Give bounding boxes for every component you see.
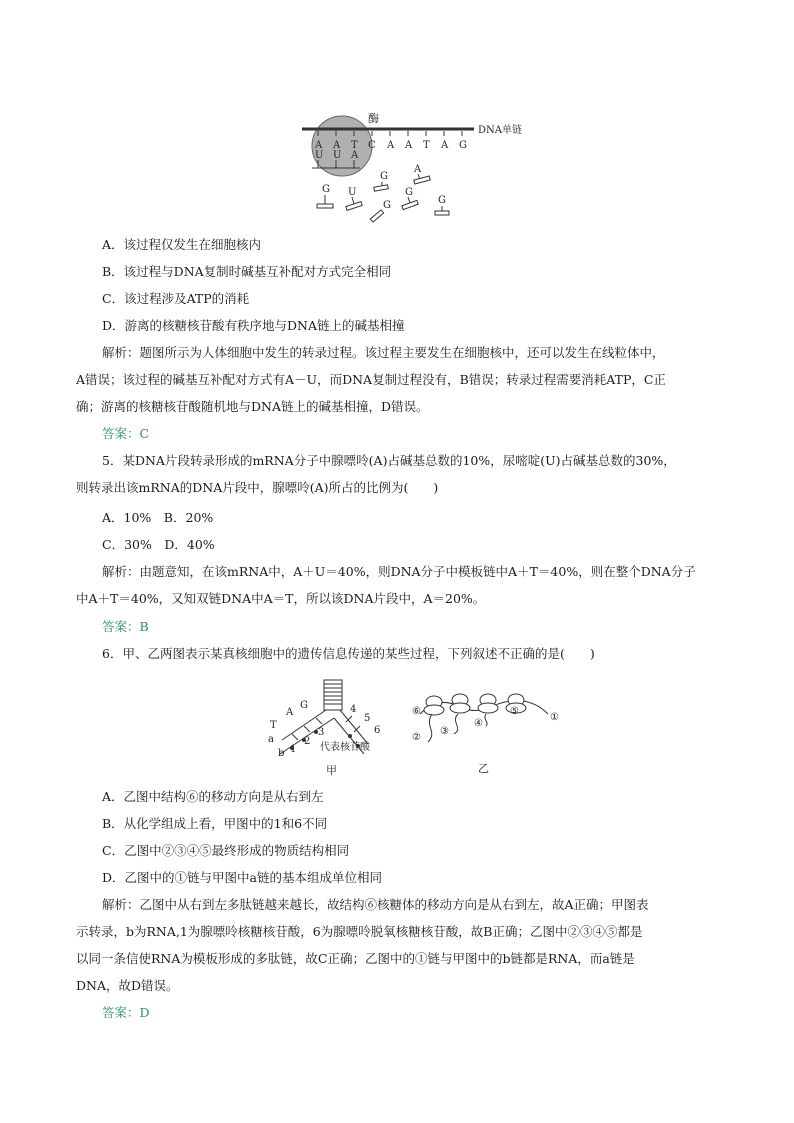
rna-base: U (315, 150, 324, 161)
jia-letter: b (278, 748, 285, 759)
yi-number: ⑤ (510, 706, 519, 717)
transcription-figure (296, 108, 536, 228)
q6-option-b: B．从化学组成上看，甲图中的1和6不同 (102, 816, 328, 831)
jia-label: 代表核苷酸 (320, 742, 370, 753)
enzyme-label: 酶 (368, 112, 379, 125)
free-nucleotide: G (383, 200, 391, 211)
free-nucleotide: G (438, 195, 446, 206)
base: C (368, 140, 376, 151)
yi-number: ③ (440, 726, 449, 737)
q5-options-cd: C．30% D．40% (102, 537, 215, 552)
free-nucleotide: G (380, 171, 388, 182)
base: A (333, 140, 341, 151)
jia-caption: 甲 (326, 764, 337, 777)
yi-number: ① (550, 712, 559, 723)
base: A (387, 140, 395, 151)
rna-base: U (333, 150, 342, 161)
dna-strand-label: DNA单链 (478, 125, 522, 136)
jia-number: 3 (318, 727, 325, 738)
q6-analysis-line: DNA，故D错误。 (76, 978, 179, 993)
base: A (441, 140, 449, 151)
base: T (351, 140, 358, 151)
base: T (423, 140, 430, 151)
q5-options-ab: A．10% B．20% (102, 510, 214, 525)
figure-yi (398, 686, 588, 776)
jia-letter: a (268, 734, 274, 745)
q4-option-d: D．游离的核糖核苷酸有秩序地与DNA链上的碱基相撞 (102, 318, 405, 333)
q5-analysis-line: 中A＋T＝40%，又知双链DNA中A＝T，所以该DNA片段中，A＝20%。 (76, 591, 486, 606)
q6-analysis-line: 解析：乙图中从右到左多肽链越来越长，故结构⑥核糖体的移动方向是从右到左，故A正确；甲图表 (102, 897, 649, 912)
q6-answer: 答案：D (102, 1005, 150, 1020)
jia-number: 5 (364, 713, 371, 724)
jia-letter: A (286, 707, 294, 718)
q5-analysis-line: 解析：由题意知，在该mRNA中，A＋U＝40%，则DNA分子中模板链中A＋T＝40%，则在整个DNA分子 (102, 564, 696, 579)
q6-option-d: D．乙图中的①链与甲图中a链的基本组成单位相同 (102, 870, 382, 885)
q4-answer: 答案：C (102, 426, 150, 441)
yi-number: ④ (474, 718, 483, 729)
yi-caption: 乙 (478, 762, 489, 775)
free-nucleotide: U (348, 187, 357, 198)
free-nucleotide: G (405, 187, 413, 198)
q6-option-c: C．乙图中②③④⑤最终形成的物质结构相同 (102, 843, 350, 858)
q4-analysis-line: 解析：题图所示为人体细胞中发生的转录过程。该过程主要发生在细胞核中，还可以发生在线粒体中， (102, 345, 665, 360)
jia-letter: G (300, 700, 308, 711)
jia-number: 6 (374, 725, 381, 736)
q5-stem-line: 5．某DNA片段转录形成的mRNA分子中腺嘌呤(A)占碱基总数的10%，尿嘧啶(U)占碱基总数的30%， (102, 453, 676, 468)
q4-analysis-line: A错误；该过程的碱基互补配对方式有A－U，而DNA复制过程没有，B错误；转录过程需要消耗ATP，C正 (76, 372, 666, 387)
q6-analysis-line: 以同一条信使RNA为模板形成的多肽链，故C正确；乙图中的①链与甲图中的b链都是RNA，而a链是 (76, 951, 635, 966)
q5-stem-line: 则转录出该mRNA的DNA片段中，腺嘌呤(A)所占的比例为( ) (76, 480, 439, 495)
base: A (405, 140, 413, 151)
q4-option-c: C．该过程涉及ATP的消耗 (102, 291, 250, 306)
yi-number: ② (412, 732, 421, 743)
base: G (459, 140, 467, 151)
jia-number: 4 (350, 704, 357, 715)
yi-number: ⑥ (412, 706, 421, 717)
jia-letter: T (270, 720, 277, 731)
q4-option-a: A．该过程仅发生在细胞核内 (102, 237, 262, 252)
q6-option-a: A．乙图中结构⑥的移动方向是从右到左 (102, 789, 324, 804)
jia-number: 2 (304, 736, 311, 747)
q6-analysis-line: 示转录，b为RNA,1为腺嘌呤核糖核苷酸，6为腺嘌呤脱氧核糖核苷酸，故B正确；乙图中②③④⑤都是 (76, 924, 643, 939)
figure-jia (262, 674, 392, 780)
free-nucleotide: A (414, 164, 422, 175)
base: A (315, 140, 323, 151)
jia-number: 1 (290, 744, 297, 755)
free-nucleotide: G (322, 184, 330, 195)
q4-analysis-line: 确；游离的核糖核苷酸随机地与DNA链上的碱基相撞，D错误。 (76, 399, 429, 414)
q4-option-b: B．该过程与DNA复制时碱基互补配对方式完全相同 (102, 264, 392, 279)
rna-base: A (351, 150, 359, 161)
q6-stem: 6．甲、乙两图表示某真核细胞中的遗传信息传递的某些过程，下列叙述不正确的是( ) (102, 646, 595, 661)
q5-answer: 答案：B (102, 619, 149, 634)
